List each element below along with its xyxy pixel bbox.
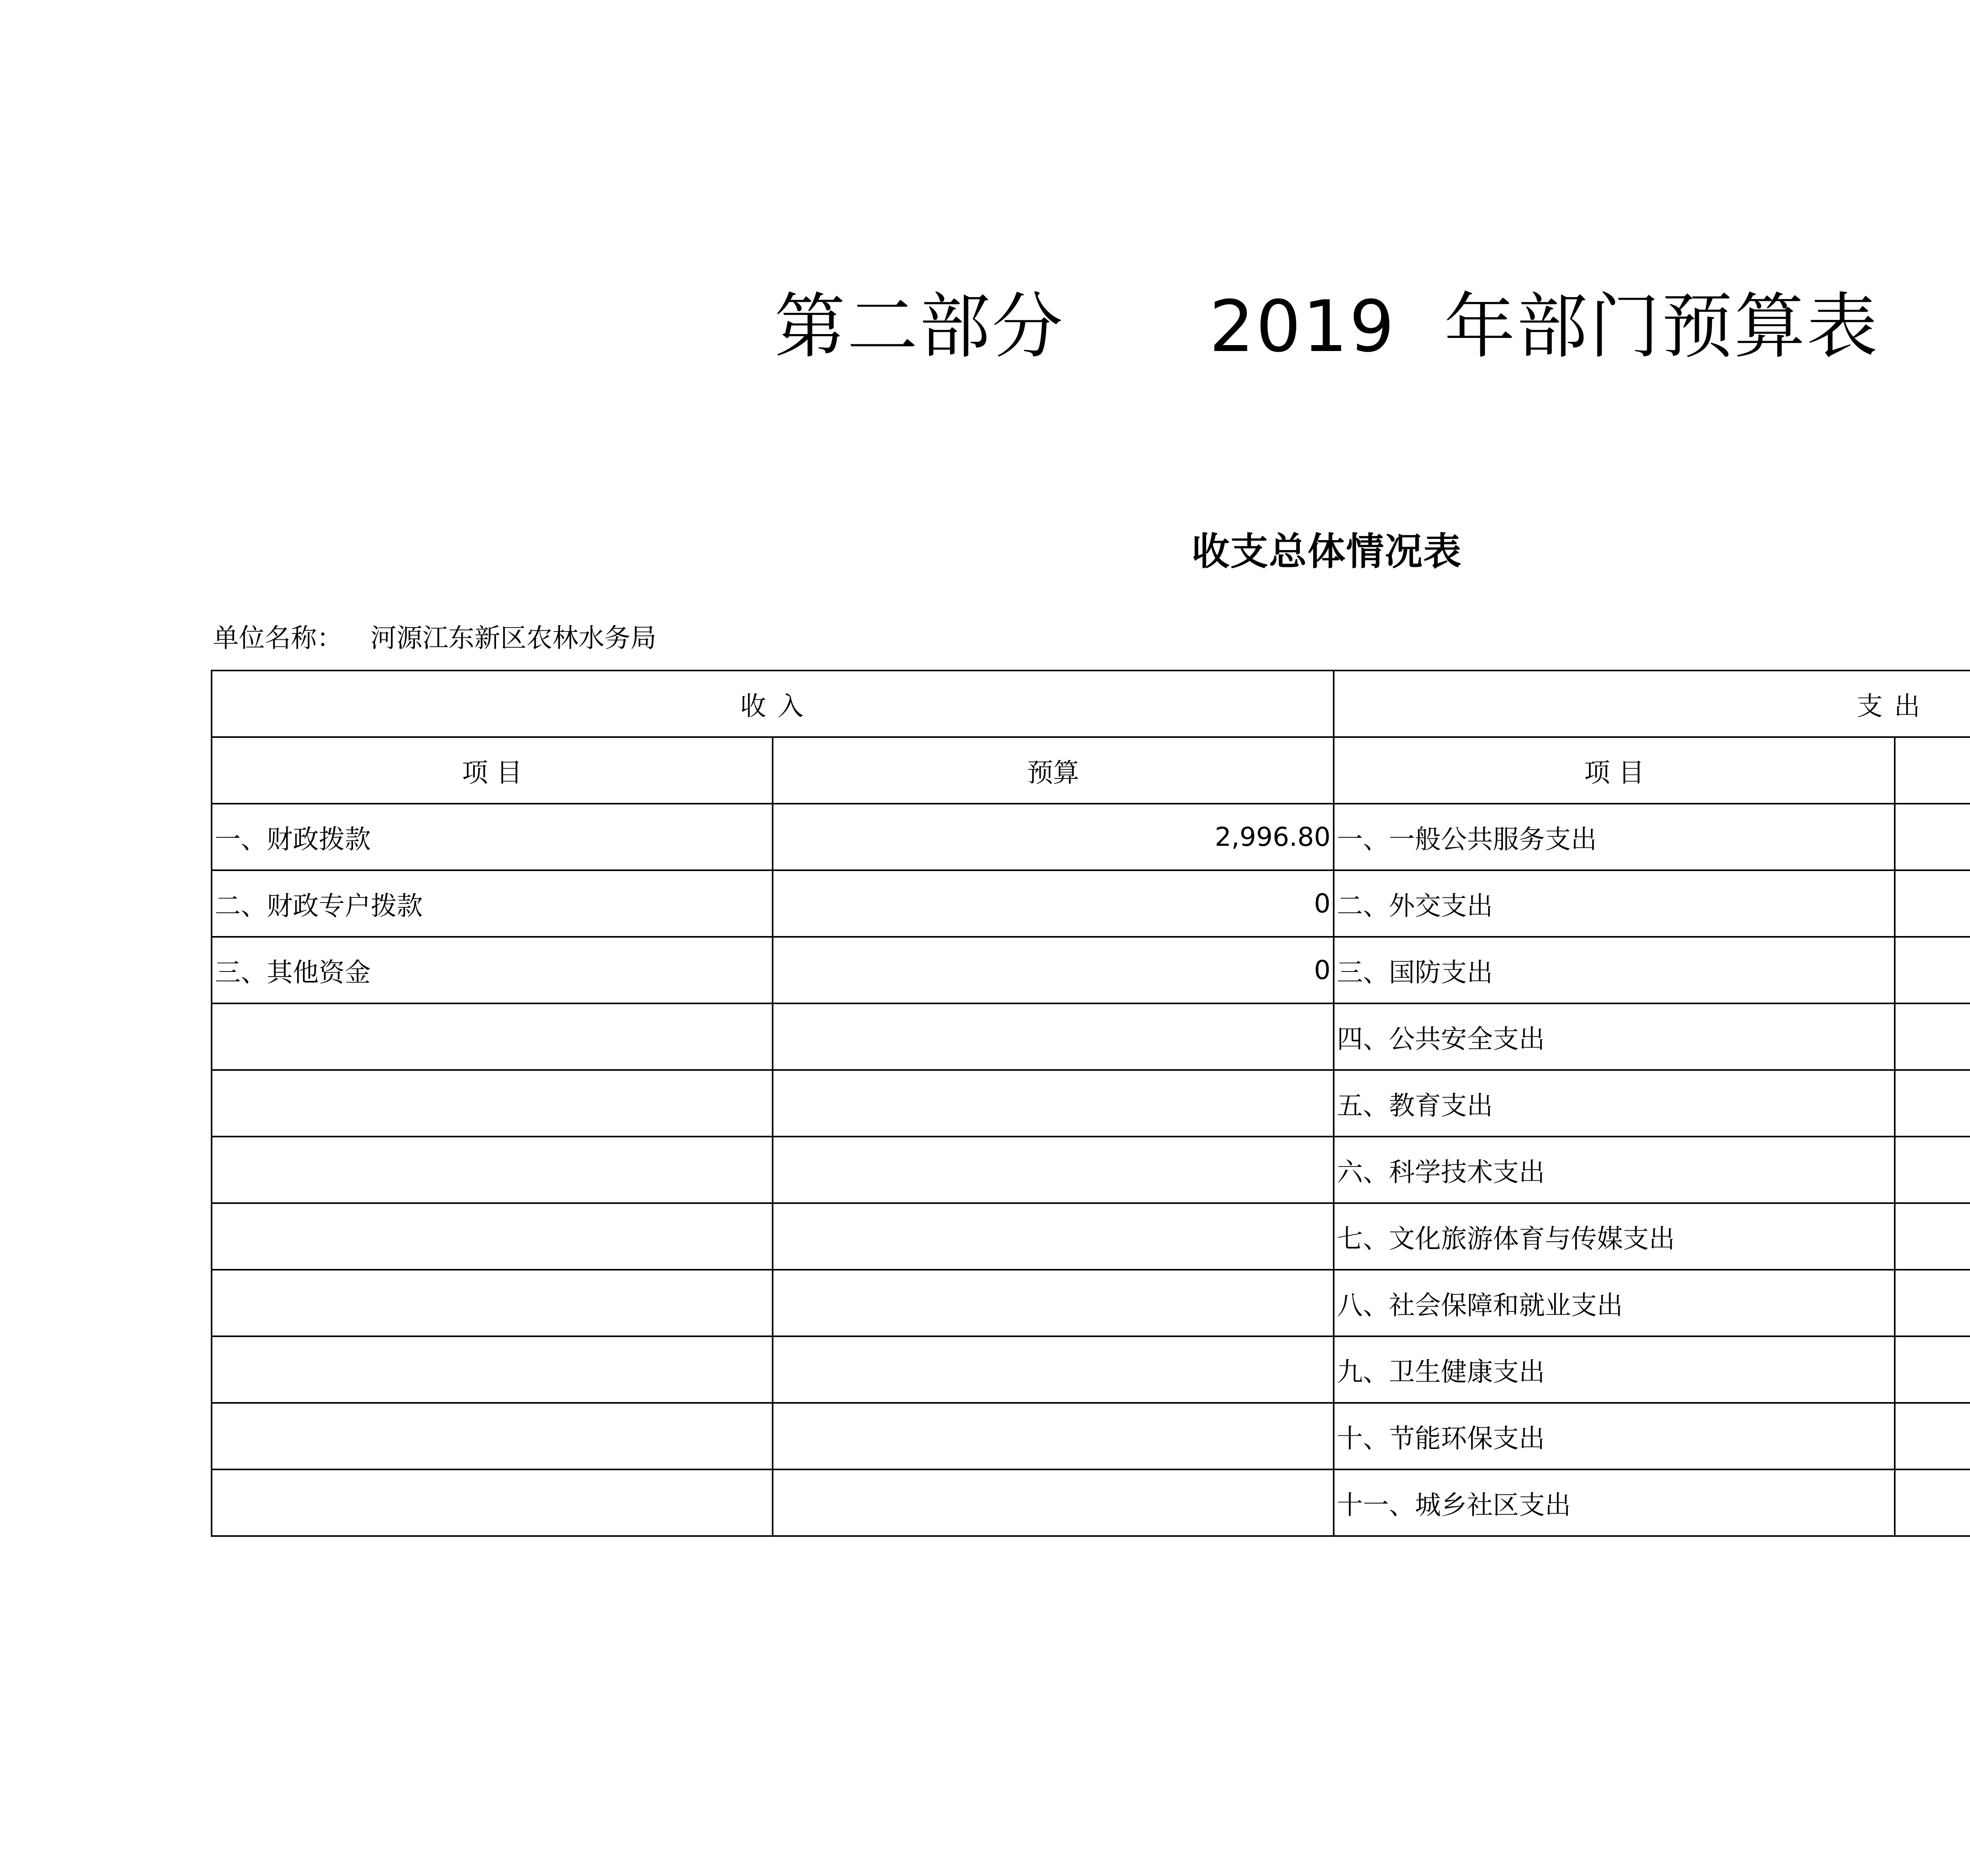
expense-item-cell: 十、节能环保支出 [1334, 1403, 1895, 1469]
table-row [212, 1070, 1970, 1137]
income-amount-cell [773, 1270, 1334, 1336]
income-amount-cell [773, 1403, 1334, 1469]
expense-item-cell: 九、卫生健康支出 [1334, 1336, 1895, 1403]
expense-amount-cell [1895, 1403, 1970, 1469]
income-section-header: 收 入 [212, 671, 1334, 737]
expense-section-header: 支 出 [1334, 671, 1970, 737]
unit-info-line [213, 617, 1970, 660]
table-row [212, 1137, 1970, 1203]
income-item-cell [212, 1003, 773, 1070]
expense-item-cell: 五、教育支出 [1334, 1070, 1895, 1137]
unit-name-value: 河源江东新区农林水务局 [370, 623, 656, 653]
income-item-column-header: 项 目 [212, 737, 773, 804]
income-item-cell [212, 1469, 773, 1536]
section-header-row [212, 671, 1970, 737]
table-row [212, 1336, 1970, 1403]
expense-amount-cell [1895, 870, 1970, 937]
income-amount-cell [773, 1003, 1334, 1070]
expense-item-cell: 十一、城乡社区支出 [1334, 1469, 1895, 1536]
table-row [212, 870, 1970, 937]
table-title: 收支总体情况表 [1191, 529, 1462, 574]
expense-amount-cell [1895, 1137, 1970, 1203]
page-title: 第二部分 2019 年部门预算表 [774, 286, 1879, 368]
column-header-row [212, 737, 1970, 804]
table-row [212, 1469, 1970, 1536]
expense-amount-cell [1895, 1336, 1970, 1403]
income-amount-cell [773, 1137, 1334, 1203]
income-amount-cell: 2,996.80 [773, 804, 1334, 870]
income-amount-cell [773, 1469, 1334, 1536]
income-budget-column-header: 预算 [773, 737, 1334, 804]
income-item-cell [212, 1137, 773, 1203]
expense-item-cell: 七、文化旅游体育与传媒支出 [1334, 1203, 1895, 1270]
expense-item-column-header: 项 目 [1334, 737, 1895, 804]
expense-item-cell: 三、国防支出 [1334, 937, 1895, 1003]
income-item-cell [212, 1070, 773, 1137]
table-row [212, 1403, 1970, 1469]
income-amount-cell: 0 [773, 870, 1334, 937]
expense-item-cell: 二、外交支出 [1334, 870, 1895, 937]
table-row [212, 804, 1970, 870]
table-row [212, 937, 1970, 1003]
table-row [212, 1203, 1970, 1270]
expense-amount-cell [1895, 1070, 1970, 1137]
income-amount-cell [773, 1070, 1334, 1137]
expense-amount-cell [1895, 937, 1970, 1003]
expense-amount-cell [1895, 1203, 1970, 1270]
income-item-cell [212, 1203, 773, 1270]
unit-name-label: 单位名称： [213, 623, 343, 653]
income-item-cell [212, 1336, 773, 1403]
expense-budget-column-header [1895, 737, 1970, 804]
expense-item-cell: 一、一般公共服务支出 [1334, 804, 1895, 870]
income-item-cell: 一、财政拨款 [212, 804, 773, 870]
income-amount-cell [773, 1203, 1334, 1270]
expense-amount-cell [1895, 1270, 1970, 1336]
table-row [212, 1270, 1970, 1336]
expense-item-cell: 六、科学技术支出 [1334, 1137, 1895, 1203]
expense-item-cell: 四、公共安全支出 [1334, 1003, 1895, 1070]
income-item-cell: 二、财政专户拨款 [212, 870, 773, 937]
income-amount-cell: 0 [773, 937, 1334, 1003]
income-amount-cell [773, 1336, 1334, 1403]
income-item-cell [212, 1403, 773, 1469]
budget-summary-table [211, 670, 1970, 1537]
expense-amount-cell [1895, 1469, 1970, 1536]
income-item-cell: 三、其他资金 [212, 937, 773, 1003]
expense-amount-cell [1895, 804, 1970, 870]
table-row [212, 1003, 1970, 1070]
income-item-cell [212, 1270, 773, 1336]
expense-item-cell: 八、社会保障和就业支出 [1334, 1270, 1895, 1336]
expense-amount-cell [1895, 1003, 1970, 1070]
